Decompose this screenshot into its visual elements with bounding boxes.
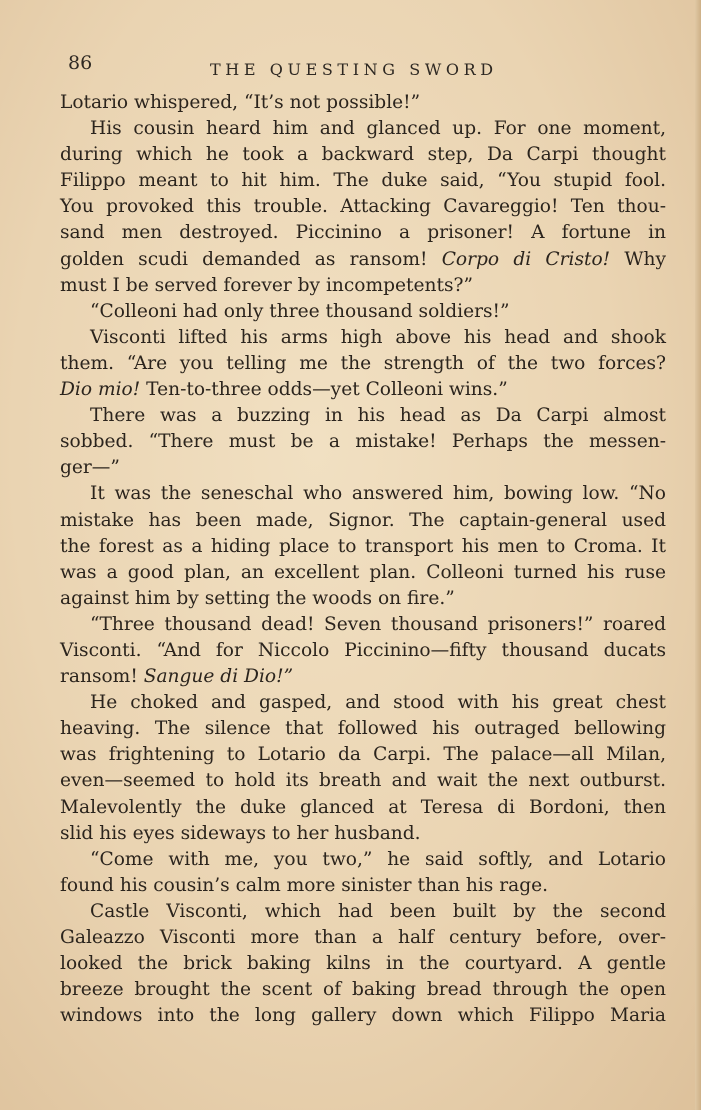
text-run: golden scudi demanded as ransom! [60,248,442,270]
text-line: was a good plan, an excellent plan. Colleoni turned his ruse [60,561,666,583]
text-line: against him by setting the woods on fire.” [60,587,455,609]
text-line: looked the brick baking kilns in the courtyard. A gentle [60,953,666,975]
text-run: Why [610,248,666,270]
text-line: “Colleoni had only three thousand soldiers!” [90,300,510,322]
text-line: the forest as a hiding place to transport his men to Croma. It [60,535,666,557]
text-line: during which he took a backward step, Da Carpi thought [60,144,666,166]
running-title: THE QUESTING SWORD [210,60,498,79]
text-line: even—seemed to hold its breath and wait the next outburst. [60,770,666,792]
text-line: Galeazzo Visconti more than a half century before, over- [60,927,666,948]
text-line: “Three thousand dead! Seven thousand prisoners!” roared [90,613,666,635]
text-line: You provoked this trouble. Attacking Cavareggio! Ten thou- [60,196,666,218]
text-line: sobbed. “There must be a mistake! Perhaps the messen- [60,431,666,453]
text-line: Lotario whispered, “It’s not possible!” [60,92,421,113]
text-line: Castle Visconti, which had been built by the second [90,900,666,922]
text-line: Visconti lifted his arms high above his head and shook [90,326,666,348]
text-line: mistake has been made, Signor. The captain-general used [60,509,666,531]
italic-phrase: Dio mio! [60,379,141,401]
closing-quote: ” [283,666,294,688]
text-line: breeze brought the scent of baking bread through the open [60,979,666,1001]
body-text [60,90,666,1029]
text-line: His cousin heard him and glanced up. For one moment, [90,118,666,140]
text-run: ransom! [60,666,144,688]
italic-phrase: Sangue di Dio! [143,666,284,688]
text-run: Ten-to-three odds—yet Colleoni wins.” [140,379,508,401]
text-line: There was a buzzing in his head as Da Carpi almost [90,405,666,427]
text-line [60,664,666,690]
text-line: He choked and gasped, and stood with his great chest [90,692,666,714]
page-number: 86 [68,52,93,74]
text-line: ger—” [60,457,120,479]
text-line: Malevolently the duke glanced at Teresa di Bordoni, then [60,796,666,818]
text-line: sand men destroyed. Piccinino a prisoner! A fortune in [60,222,666,244]
text-line [60,247,666,273]
italic-phrase: Corpo di Cristo! [441,248,611,270]
text-line: must I be served forever by incompetents?” [60,274,473,296]
text-line: “Come with me, you two,” he said softly, and Lotario [90,848,666,870]
text-line: them. “Are you telling me the strength of the two forces? [60,352,666,374]
text-line: Filippo meant to hit him. The duke said, “You stupid fool. [60,170,666,192]
text-line [60,377,666,403]
page-edge [695,0,701,1110]
text-line: Visconti. “And for Niccolo Piccinino—fifty thousand ducats [60,639,666,661]
text-line: It was the seneschal who answered him, bowing low. “No [90,483,666,505]
text-line: slid his eyes sideways to her husband. [60,822,421,844]
text-line: found his cousin’s calm more sinister than his rage. [60,874,549,896]
text-line: windows into the long gallery down which Filippo Maria [60,1005,666,1027]
text-line: was frightening to Lotario da Carpi. The palace—all Milan, [60,744,666,766]
text-line: heaving. The silence that followed his outraged bellowing [60,718,666,740]
